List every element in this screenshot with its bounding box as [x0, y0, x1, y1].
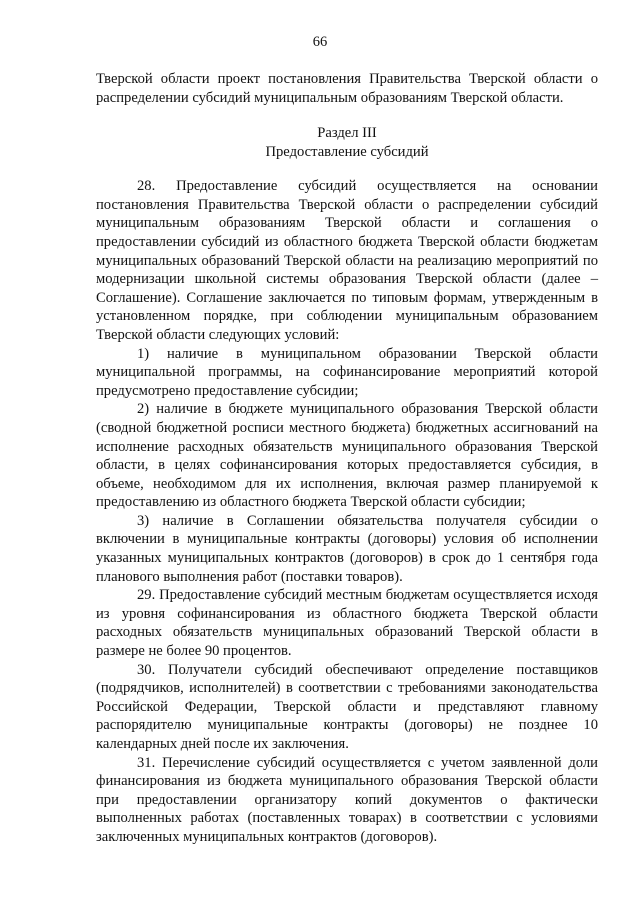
paragraph-30: 30. Получатели субсидий обеспечивают определение поставщиков (подрядчиков, исполнителей) в соответствии с требованиями законодательства Российской Федерации, Тверской области и представляют главному распорядителю муниципальные контракты (договоры) не позднее 10 календарных дней после их заключения.	[96, 661, 598, 752]
paragraph-29: 29. Предоставление субсидий местным бюджетам осуществляется исходя из уровня софинансирования из областного бюджета Тверской области расходных обязательств муниципальных образований Тверской области в размере не более 90 процентов.	[96, 587, 598, 660]
intro-paragraph: Тверской области проект постановления Правительства Тверской области о распределении субсидий муниципальным образованиям Тверской области.	[96, 71, 598, 106]
paragraph-28: 28. Предоставление субсидий осуществляется на основании постановления Правительства Тверской области о распределении субсидий муниципальным образованиям Тверской области и соглашения о предоставлении субсидий из областного бюджета Тверской области бюджетам муниципальных образований Тверской области на реализацию мероприятий по модернизации школьной системы образования Тверской области (далее – Соглашение). Соглашение заключается по типовым формам, утвержденным в установленном порядке, при соблюдении муниципальным образованием Тверской области следующих условий:	[96, 178, 598, 343]
condition-1: 1) наличие в муниципальном образовании Тверской области муниципальной программы, на софинансирование мероприятий которой предусмотрено предоставление субсидии;	[96, 345, 598, 399]
condition-2: 2) наличие в бюджете муниципального образования Тверской области (сводной бюджетной росписи местного бюджета) бюджетных ассигнований на исполнение расходных обязательств муниципального образования Тверской области, в целях софинансирования которых предоставляется субсидия, в объеме, необходимом для их исполнения, включая размер планируемой к предоставлению из областного бюджета Тверской области субсидии;	[96, 401, 598, 511]
page-number: 66	[312, 34, 328, 50]
section-heading	[96, 124, 598, 162]
section-title: Раздел III	[317, 125, 377, 142]
condition-3: 3) наличие в Соглашении обязательства получателя субсидии о включении в муниципальные контракты (договоры) условия об исполнении указанных муниципальных контрактов (договоров) в срок до 1 сентября года планового выполнения работ (поставки товаров).	[96, 512, 598, 585]
paragraph-31: 31. Перечисление субсидий осуществляется с учетом заявленной доли финансирования из бюджета муниципального образования Тверской области при предоставлении организатору копий документов о фактически выполненных работах (поставленных товарах) в соответствии с условиями заключенных муниципальных контрактов (договоров).	[96, 754, 598, 845]
document-body	[96, 70, 598, 847]
section-subtitle: Предоставление субсидий	[265, 144, 429, 161]
